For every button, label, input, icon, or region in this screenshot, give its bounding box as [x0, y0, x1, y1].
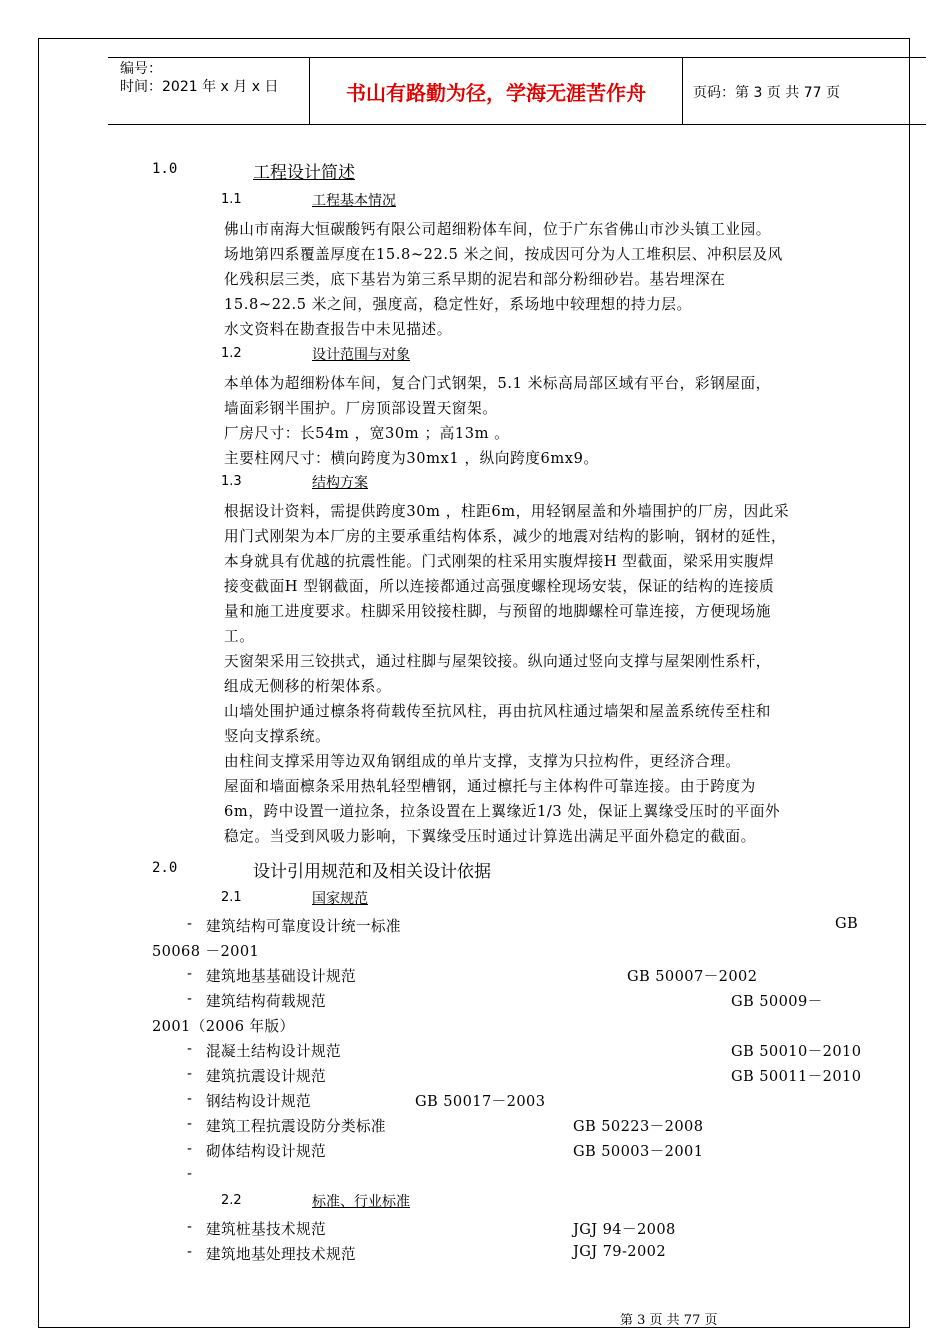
- page-footer: 第 3 页 共 77 页: [620, 1313, 718, 1328]
- subsection-number: 1.1: [221, 192, 242, 207]
- subsection-title: 设计范围与对象: [312, 347, 410, 363]
- paragraph-line: 山墙处围护通过檩条将荷载传至抗风柱，再由抗风柱通过墙架和屋盖系统传至柱和: [224, 703, 771, 720]
- list-dash: -: [187, 1040, 193, 1057]
- paragraph-line: 天窗架采用三铰拱式，通过柱脚与屋架铰接。纵向通过竖向支撑与屋架刚性系杆，: [224, 653, 771, 670]
- section-number: 2.0: [152, 860, 178, 876]
- paragraph-line: 水文资料在勘查报告中未见描述。: [224, 321, 452, 338]
- list-dash: -: [187, 1218, 193, 1235]
- list-dash: -: [187, 1140, 193, 1157]
- standard-name: 混凝土结构设计规范: [206, 1043, 341, 1060]
- date-label: 时间：2021 年 x 月 x 日: [120, 79, 279, 95]
- paragraph-line: 场地第四系覆盖厚度在15.8~22.5 米之间，按成因可分为人工堆积层、冲积层及风: [224, 246, 783, 263]
- standard-name: 建筑地基基础设计规范: [206, 968, 356, 985]
- list-dash: -: [187, 1165, 193, 1182]
- standard-code: JGJ 79-2002: [573, 1243, 667, 1260]
- standard-name: 钢结构设计规范: [206, 1093, 311, 1110]
- paragraph-line: 化残积层三类，底下基岩为第三系早期的泥岩和部分粉细砂岩。基岩埋深在: [224, 271, 726, 288]
- standard-code: GB 50223－2008: [573, 1118, 704, 1135]
- paragraph-line: 主要柱网尺寸：横向跨度为30mx1 ，纵向跨度6mx9。: [224, 450, 599, 467]
- list-dash: -: [187, 1090, 193, 1107]
- standard-name: 建筑地基处理技术规范: [206, 1246, 356, 1263]
- subsection-number: 2.2: [221, 1193, 242, 1208]
- section-title: 设计引用规范和及相关设计依据: [253, 862, 491, 882]
- paragraph-line: 用门式刚架为本厂房的主要承重结构体系，减少的地震对结构的影响，钢材的延性，: [224, 528, 787, 545]
- subsection-number: 2.1: [221, 890, 242, 905]
- page-header: [108, 57, 926, 125]
- paragraph-line: 墙面彩钢半围护。厂房顶部设置天窗架。: [224, 400, 498, 417]
- subsection-number: 1.2: [221, 346, 242, 361]
- paragraph-line: 工。: [224, 628, 255, 645]
- paragraph-line: 佛山市南海大恒碳酸钙有限公司超细粉体车间，位于广东省佛山市沙头镇工业园。: [224, 221, 771, 238]
- paragraph-line: 本单体为超细粉体车间，复合门式钢架，5.1 米标高局部区域有平台，彩钢屋面，: [224, 375, 771, 392]
- standard-code: GB 50009－: [731, 993, 823, 1010]
- list-dash: -: [187, 915, 193, 932]
- standard-code: GB 50003－2001: [573, 1143, 704, 1160]
- paragraph-line: 竖向支撑系统。: [224, 728, 331, 745]
- list-dash: -: [187, 1243, 193, 1260]
- standard-code: GB 50017－2003: [415, 1093, 546, 1110]
- list-dash: -: [187, 1115, 193, 1132]
- standard-code: GB 50010－2010: [731, 1043, 862, 1060]
- paragraph-line: 根据设计资料，需提供跨度30m ，柱距6m，用轻钢屋盖和外墙围护的厂房，因此采: [224, 503, 790, 520]
- paragraph-line: 屋面和墙面檩条采用热轧轻型槽钢，通过檩托与主体构件可靠连接。由于跨度为: [224, 778, 756, 795]
- paragraph-line: 厂房尺寸：长54m ，宽30m ；高13m 。: [224, 425, 510, 442]
- paragraph-line: 本身就具有优越的抗震性能。门式刚架的柱采用实腹焊接H 型截面，梁采用实腹焊: [224, 553, 775, 570]
- standard-code-continuation: 50068 －2001: [152, 943, 260, 960]
- subsection-number: 1.3: [221, 474, 242, 489]
- standard-name: 建筑工程抗震设防分类标准: [206, 1118, 386, 1135]
- list-dash: -: [187, 965, 193, 982]
- paragraph-line: 量和施工进度要求。柱脚采用铰接柱脚，与预留的地脚螺栓可靠连接，方便现场施: [224, 603, 771, 620]
- list-dash: -: [187, 1065, 193, 1082]
- header-page-number: 页码：第 3 页 共 77 页: [693, 85, 840, 101]
- standard-name: 建筑结构可靠度设计统一标准: [206, 918, 401, 935]
- serial-label: 编号：: [120, 61, 162, 77]
- subsection-title: 国家规范: [312, 891, 368, 907]
- section-title: 工程设计简述: [253, 163, 355, 183]
- paragraph-line: 由柱间支撑采用等边双角钢组成的单片支撑，支撑为只拉构件，更经济合理。: [224, 753, 741, 770]
- standard-code: GB: [835, 915, 859, 932]
- section-number: 1.0: [152, 161, 178, 177]
- standard-name: 建筑桩基技术规范: [206, 1221, 326, 1238]
- standard-code-continuation: 2001（2006 年版）: [152, 1018, 295, 1035]
- paragraph-line: 6m，跨中设置一道拉条，拉条设置在上翼缘近1/3 处，保证上翼缘受压时的平面外: [224, 803, 781, 820]
- paragraph-line: 稳定。当受到风吸力影响，下翼缘受压时通过计算选出满足平面外稳定的截面。: [224, 828, 756, 845]
- standard-code: GB 50011－2010: [731, 1068, 862, 1085]
- subsection-title: 结构方案: [312, 475, 368, 491]
- standard-name: 砌体结构设计规范: [206, 1143, 326, 1160]
- standard-name: 建筑结构荷载规范: [206, 993, 326, 1010]
- header-meta: [108, 58, 309, 124]
- standard-name: 建筑抗震设计规范: [206, 1068, 326, 1085]
- standard-code: GB 50007－2002: [627, 968, 758, 985]
- header-motto: 书山有路勤为径，学海无涯苦作舟: [309, 58, 683, 124]
- paragraph-line: 接变截面H 型钢截面，所以连接都通过高强度螺栓现场安装，保证的结构的连接质: [224, 578, 775, 595]
- list-dash: -: [187, 990, 193, 1007]
- subsection-title: 标准、行业标准: [312, 1194, 410, 1210]
- standard-code: JGJ 94－2008: [573, 1221, 676, 1238]
- subsection-title: 工程基本情况: [312, 193, 396, 209]
- paragraph-line: 15.8~22.5 米之间，强度高，稳定性好，系场地中较理想的持力层。: [224, 296, 692, 313]
- paragraph-line: 组成无侧移的桁架体系。: [224, 678, 392, 695]
